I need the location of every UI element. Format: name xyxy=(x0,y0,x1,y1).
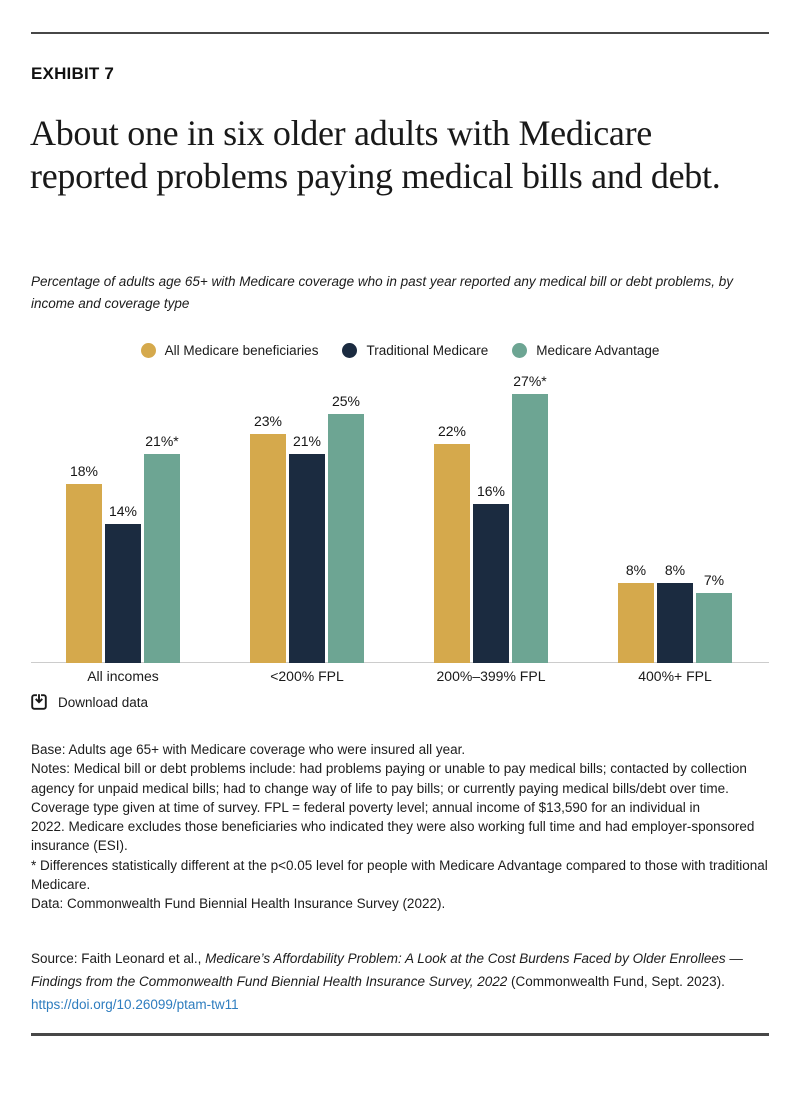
source-prefix: Source: Faith Leonard et al., xyxy=(31,951,206,966)
exhibit-label: EXHIBIT 7 xyxy=(31,64,115,83)
bar xyxy=(618,583,654,663)
legend-item xyxy=(141,343,319,358)
bar xyxy=(328,414,364,663)
bar xyxy=(250,434,286,663)
page-title: About one in six older adults with Medicare reported problems paying medical bills and debt. xyxy=(30,113,721,196)
bar-value-label: 7% xyxy=(703,572,725,588)
download-label: Download data xyxy=(58,694,149,710)
notes-block xyxy=(31,740,791,914)
source-citation-part1: Medicare’s Affordability Problem: A Look at the Cost Burdens Faced by Older Enrollees — xyxy=(205,951,743,966)
chart-subtitle: Percentage of adults age 65+ with Medicare coverage who in past year reported any medical bill or debt problems, by income and coverage type xyxy=(31,274,734,311)
note-line: 2022. Medicare excludes those beneficiaries who indicated they were also working full time and had employer-sponsored xyxy=(31,819,755,835)
download-icon xyxy=(30,693,48,711)
bar xyxy=(105,524,141,663)
note-line: insurance (ESI). xyxy=(31,838,128,854)
bar xyxy=(657,583,693,663)
note-line: * Differences statistically different at the p<0.05 level for people with Medicare Advantage compared to those with traditional xyxy=(31,857,768,873)
legend-swatch-icon xyxy=(512,343,527,358)
bar-value-label: 23% xyxy=(253,413,283,429)
category-label: <200% FPL xyxy=(270,668,344,684)
bar-value-label: 25% xyxy=(331,393,361,409)
bar-value-label: 21%* xyxy=(145,433,179,449)
bar xyxy=(512,394,548,663)
category-label: All incomes xyxy=(87,668,159,684)
top-rule xyxy=(31,32,769,34)
bar-value-label: 18% xyxy=(69,463,99,479)
bar-value-label: 14% xyxy=(108,503,138,519)
chart-legend xyxy=(31,343,769,358)
bar xyxy=(434,444,470,663)
source-publisher: (Commonwealth Fund, Sept. 2023). xyxy=(507,974,725,989)
bottom-rule xyxy=(31,1033,769,1036)
legend-swatch-icon xyxy=(141,343,156,358)
legend-label: Traditional Medicare xyxy=(366,343,489,358)
bar-value-label: 21% xyxy=(292,433,322,449)
note-line: agency for unpaid medical bills; had to change way of life to pay bills; or currently paying medical bills/debt over time. xyxy=(31,780,729,796)
legend-item xyxy=(512,343,659,358)
source-line-2 xyxy=(31,970,791,993)
bar xyxy=(289,454,325,663)
note-line: Data: Commonwealth Fund Biennial Health Insurance Survey (2022). xyxy=(31,896,446,912)
bar xyxy=(144,454,180,663)
legend-label: Medicare Advantage xyxy=(536,343,660,358)
doi-link[interactable]: https://doi.org/10.26099/ptam-tw11 xyxy=(31,997,239,1012)
category-label: 200%–399% FPL xyxy=(436,668,546,684)
note-line: Coverage type given at time of survey. FPL = federal poverty level; annual income of $13,590 for an individual in xyxy=(31,799,701,815)
source-line-1 xyxy=(31,947,791,970)
download-data-button[interactable] xyxy=(30,693,148,711)
bar-value-label: 8% xyxy=(664,562,686,578)
bar-value-label: 16% xyxy=(476,483,506,499)
category-label: 400%+ FPL xyxy=(638,668,712,684)
legend-item xyxy=(342,343,488,358)
source-citation-part2: Findings from the Commonwealth Fund Biennial Health Insurance Survey, 2022 xyxy=(31,974,508,989)
bar-value-label: 27%* xyxy=(513,373,547,389)
source-block xyxy=(31,947,791,1016)
legend-swatch-icon xyxy=(342,343,357,358)
note-line: Notes: Medical bill or debt problems include: had problems paying or unable to pay medical bills; contacted by collection xyxy=(31,761,747,777)
note-line: Base: Adults age 65+ with Medicare coverage who were insured all year. xyxy=(31,742,466,757)
note-line: Medicare. xyxy=(31,877,91,893)
bar-value-label: 22% xyxy=(437,423,467,439)
bar-chart xyxy=(31,372,769,684)
bar xyxy=(696,593,732,663)
bar xyxy=(473,504,509,663)
bar-value-label: 8% xyxy=(625,562,647,578)
legend-label: All Medicare beneficiaries xyxy=(164,343,319,358)
